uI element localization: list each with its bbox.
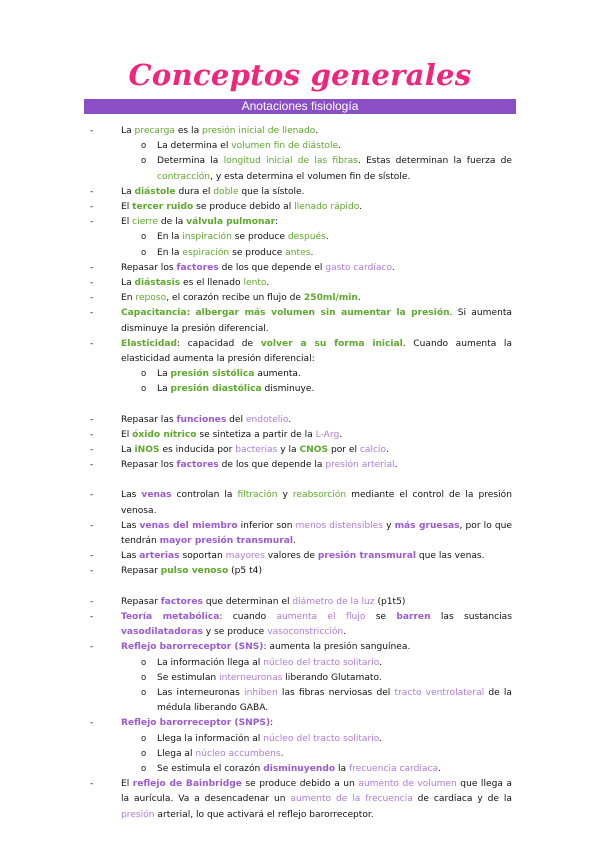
bullet-item [0, 549, 600, 564]
text-segment: : aumenta la presión sanguínea. [263, 642, 411, 653]
text-segment: : capacidad de [177, 338, 261, 349]
bullet-item [0, 185, 600, 200]
text-segment: Las [121, 520, 140, 531]
text-segment: se produce debido a un [241, 779, 359, 790]
text-segment: . Si aumenta disminuye la presión diferencial. [121, 308, 512, 334]
text-segment: frecuencia cardíaca [349, 763, 439, 774]
text-segment: se produce [229, 247, 286, 258]
text-segment: (p1t5) [374, 596, 406, 607]
text-segment: mayor presión transmural [159, 536, 293, 547]
bullet-item [0, 337, 600, 367]
sub-bullet-item [0, 367, 600, 382]
text-segment: llenado rápido [294, 202, 360, 213]
text-segment: diámetro de la luz [292, 596, 375, 607]
text-segment: La [121, 186, 135, 197]
text-segment: (p5 t4) [228, 566, 262, 577]
text-segment: arterial, lo que activará el reflejo barorreceptor. [154, 809, 374, 820]
text-segment: La determina el [157, 141, 232, 152]
text-segment: núcleo del tracto solitario [263, 657, 380, 668]
bullet-item [0, 640, 600, 655]
text-segment: venas del miembro [139, 520, 238, 531]
sub-bullet-item [0, 671, 600, 686]
text-segment: bacterias [235, 445, 278, 456]
bullet-item [0, 291, 600, 306]
text-segment: , y esta determina el volumen fin de sístole. [210, 171, 411, 182]
bullet-item [0, 564, 600, 579]
text-segment: longitud inicial de las fibras [223, 156, 358, 167]
text-segment: factores [176, 262, 219, 273]
bullet-item [0, 716, 600, 731]
bullet-item [0, 488, 600, 518]
text-segment: El [121, 779, 133, 790]
text-segment: . Cuando aumenta la elasticidad aumenta la presión diferencial: [121, 338, 512, 365]
text-segment: después [287, 232, 326, 243]
notes-list [0, 124, 600, 823]
text-segment: es el llenado [180, 278, 244, 289]
text-segment: presión sistólica [170, 369, 255, 380]
bullet-item [0, 124, 600, 139]
text-segment: La [157, 369, 171, 380]
text-segment: barren [396, 611, 431, 622]
text-segment: gasto cardíaco [325, 262, 392, 273]
sub-bullet-item [0, 382, 600, 397]
text-segment: inspiración [182, 232, 232, 243]
text-segment: . [280, 748, 284, 759]
text-segment: presión inicial de llenado [202, 126, 316, 136]
text-segment: mediante el control de la presión venosa. [121, 490, 512, 516]
text-segment: las sustancias [430, 611, 512, 622]
text-segment: antes [285, 247, 311, 258]
text-segment: disminuye. [261, 384, 315, 395]
text-segment: tercer ruido [132, 202, 194, 213]
text-segment: tracto ventrolateral [394, 687, 485, 698]
text-segment: presión transmural [317, 551, 416, 562]
text-segment: se produce [231, 232, 288, 243]
text-segment: aumento de la frecuencia [290, 794, 413, 805]
text-segment: Elasticidad [121, 338, 178, 349]
text-segment: presión [121, 809, 155, 820]
sub-bullet-item [0, 747, 600, 762]
text-segment: filtración [237, 490, 278, 501]
spacer [0, 398, 600, 413]
bullet-item [0, 261, 600, 276]
bullet-item [0, 428, 600, 443]
text-segment: , por lo que tendrán [121, 520, 512, 547]
sub-bullet-item [0, 686, 600, 716]
text-segment: y [383, 520, 395, 531]
text-segment: presión arterial [325, 460, 395, 471]
text-segment: 250ml/min [303, 293, 358, 304]
sub-bullet-item [0, 732, 600, 747]
text-segment: válvula pulmonar [186, 217, 276, 228]
text-segment: que la sístole. [238, 186, 305, 197]
sub-bullet-item [0, 656, 600, 671]
text-segment: venas [141, 490, 172, 501]
text-segment: reabsorción [292, 490, 347, 501]
text-segment: La [121, 126, 135, 136]
text-segment: factores [176, 460, 219, 471]
text-segment: pulso venoso [160, 566, 229, 577]
text-segment: Reflejo barorreceptor (SNS) [121, 642, 264, 653]
text-segment: precarga [134, 126, 175, 136]
text-segment: La información llega al [157, 657, 264, 668]
text-segment: es inducida por [159, 445, 236, 456]
text-segment: diástasis [134, 278, 181, 289]
text-segment: Repasar [121, 596, 161, 607]
text-segment: La [121, 445, 135, 456]
text-segment: se [365, 611, 397, 622]
text-segment: núcleo accumbens [195, 748, 281, 759]
text-segment: de los que depende la [218, 460, 326, 471]
text-segment: Las interneuronas [157, 687, 245, 698]
text-segment: Repasar los [121, 262, 177, 273]
text-segment: . [391, 262, 395, 273]
text-segment: . [325, 232, 329, 243]
text-segment: . [338, 141, 342, 152]
bullet-item [0, 443, 600, 458]
page-title: Conceptos generales [128, 58, 472, 92]
text-segment: la [335, 763, 349, 774]
text-segment: . [385, 445, 389, 456]
text-segment: más gruesas [394, 520, 460, 531]
text-segment: volumen fin de diástole [231, 141, 339, 152]
text-segment: aumenta. [254, 369, 301, 380]
text-segment: L-Arg [315, 429, 340, 440]
text-segment: . [359, 202, 363, 213]
text-segment: . [394, 460, 398, 471]
bullet-item [0, 519, 600, 549]
text-segment: doble [213, 186, 239, 197]
text-segment: volver a su forma inicial [260, 338, 403, 349]
text-segment: : [275, 217, 279, 228]
text-segment: calcio [359, 445, 386, 456]
text-segment: . [310, 247, 314, 258]
text-segment: del [226, 414, 246, 425]
text-segment: El [121, 217, 133, 228]
text-segment: se produce debido al [193, 202, 295, 213]
text-segment: Se estimula el corazón [157, 763, 264, 774]
text-segment: reposo [135, 293, 167, 304]
text-segment: cierre [132, 217, 159, 228]
text-segment: . [292, 536, 296, 547]
text-segment: . [379, 733, 383, 744]
bullet-item [0, 777, 600, 823]
text-segment: y [277, 490, 293, 501]
text-segment: albergar más volumen sin aumentar la presión [195, 308, 450, 319]
text-segment: que determinan el [202, 596, 293, 607]
bullet-item [0, 595, 600, 610]
text-segment: , el corazón recibe un flujo de [166, 293, 304, 304]
sub-bullet-item [0, 139, 600, 154]
sub-bullet-item [0, 230, 600, 245]
text-segment: soportan [179, 551, 226, 562]
text-segment: liberando Glutamato. [282, 672, 382, 683]
text-segment: de la médula liberando GABA. [157, 687, 512, 714]
text-segment: . [357, 293, 361, 304]
text-segment: interneuronas [219, 672, 283, 683]
text-segment: CNOS [299, 445, 329, 456]
text-segment: funciones [176, 414, 227, 425]
text-segment: factores [160, 596, 203, 607]
text-segment: aumento de volumen [358, 779, 457, 790]
text-segment: aumenta el flujo [276, 611, 366, 622]
text-segment: menos distensibles [295, 520, 384, 531]
text-segment: dura el [175, 186, 214, 197]
text-segment: La [157, 384, 171, 395]
text-segment: . [343, 627, 347, 638]
text-segment: reflejo de Bainbridge [132, 779, 242, 790]
text-segment: El [121, 429, 133, 440]
bullet-item [0, 610, 600, 640]
section-banner: Anotaciones fisiología [84, 99, 516, 114]
text-segment: iNOS [134, 445, 160, 456]
text-segment: que las venas. [415, 551, 485, 562]
text-segment: Reflejo barorreceptor (SNPS) [121, 718, 271, 729]
text-segment: controlan la [171, 490, 238, 501]
text-segment: mayores [225, 551, 265, 562]
spacer [0, 473, 600, 488]
text-segment: diástole [134, 186, 176, 197]
text-segment: presión diastólica [170, 384, 262, 395]
text-segment: Se estimulan [157, 672, 220, 683]
text-segment: . [288, 414, 292, 425]
text-segment: . [438, 763, 441, 774]
text-segment: Repasar [121, 566, 161, 577]
sub-bullet-item [0, 154, 600, 184]
text-segment: vasodilatadoras [121, 627, 203, 638]
text-segment: núcleo del tracto solitario [263, 733, 380, 744]
text-segment: : cuando [219, 611, 277, 622]
text-segment: En la [157, 247, 183, 258]
text-segment: contracción [157, 171, 211, 182]
text-segment: inhiben [244, 687, 278, 698]
text-segment: y se produce [202, 627, 268, 638]
text-segment: Capacitancia: [121, 308, 191, 319]
text-segment: . [339, 429, 343, 440]
text-segment: inferior son [237, 520, 296, 531]
text-segment: La [121, 278, 135, 289]
text-segment: . [266, 278, 270, 289]
text-segment: En la [157, 232, 183, 243]
text-segment: se sintetiza a partir de la [196, 429, 316, 440]
text-segment: Las [121, 490, 142, 501]
text-segment: por el [328, 445, 360, 456]
spacer [0, 580, 600, 595]
text-segment: . [315, 126, 319, 136]
bullet-item [0, 306, 600, 336]
text-segment: endotelio [245, 414, 289, 425]
text-segment: Llega la información al [157, 733, 264, 744]
text-segment: Determina la [157, 156, 224, 167]
text-segment: Repasar los [121, 460, 177, 471]
text-segment: Repasar las [121, 414, 177, 425]
text-segment: arterias [139, 551, 180, 562]
text-segment: En [121, 293, 136, 304]
text-segment: disminuyendo [263, 763, 336, 774]
text-segment: valores de [264, 551, 318, 562]
bullet-item [0, 200, 600, 215]
text-segment: de la [158, 217, 187, 228]
text-segment: Teoría metabólica [121, 611, 220, 622]
text-segment: que llega a la aurícula. Va a desencadenar un [121, 779, 512, 805]
sub-bullet-item [0, 762, 600, 777]
bullet-item [0, 215, 600, 230]
text-segment: de los que depende el [218, 262, 326, 273]
text-segment: vasoconstricción [267, 627, 344, 638]
bullet-item [0, 413, 600, 428]
text-segment: de cardíaca y de la [412, 794, 513, 805]
text-segment: : [270, 718, 274, 729]
text-segment: Llega al [157, 748, 196, 759]
text-segment: . Estas determinan la fuerza de [357, 156, 513, 167]
text-segment: es la [174, 126, 203, 136]
text-segment: lento [243, 278, 267, 289]
text-segment: . [379, 657, 383, 668]
text-segment: espiración [182, 247, 230, 258]
text-segment: óxido nítrico [132, 429, 197, 440]
text-segment: y la [277, 445, 300, 456]
text-segment: Las [121, 551, 140, 562]
bullet-item [0, 458, 600, 473]
bullet-item [0, 276, 600, 291]
text-segment: las fibras nerviosas del [277, 687, 395, 698]
text-segment: El [121, 202, 133, 213]
sub-bullet-item [0, 246, 600, 261]
